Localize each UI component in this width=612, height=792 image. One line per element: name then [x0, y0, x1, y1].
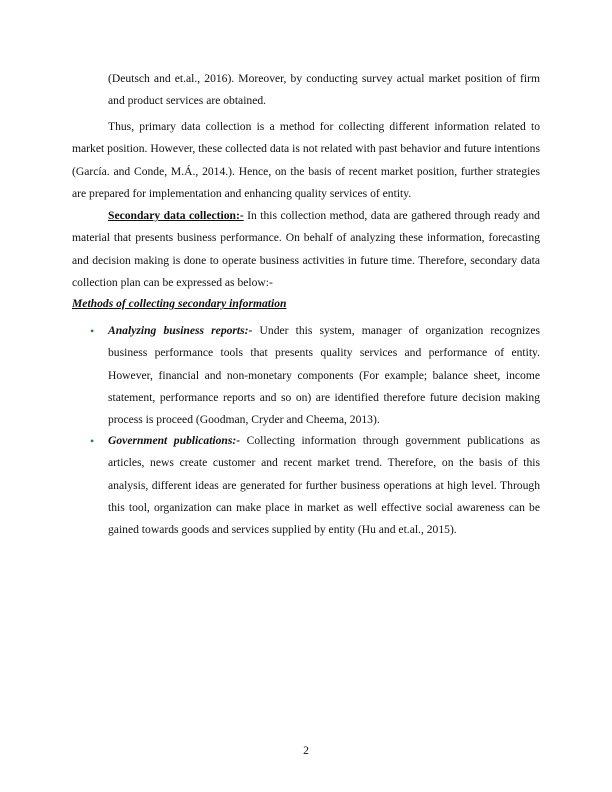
primary-data-paragraph: Thus, primary data collection is a method for collecting different information related to market position. However, these collected data is not related with past behavior and future intentions (García. and Conde, M.Á., 2014.). Hence, on the basis of recent market position, further strategies are prepared for implementation and enhancing quality services of entity. — [72, 120, 540, 200]
bullet-text: Under this system, manager of organization recognizes business performance tools that presents quality services and performance of entity. However, financial and non-monetary components (For example; balance sheet, income statement, performance reports and so on) are identified therefore future decision making process is proceed (Goodman, Cryder and Cheema, 2013). — [108, 324, 540, 427]
bullet-icon: • — [90, 324, 95, 338]
secondary-data-text: In this collection method, data are gathered through ready and material that presents business performance. On behalf of analyzing these information, forecasting and decision making is done to operate business activities in future time. Therefore, secondary data collection plan can be expressed as below:- — [72, 209, 540, 289]
secondary-data-heading: Secondary data collection:- — [108, 209, 244, 222]
secondary-data-paragraph — [72, 205, 540, 294]
page-number: 2 — [303, 744, 309, 757]
bullet-item-government-publications — [108, 430, 540, 541]
bullet-text: Collecting information through government publications as articles, news create customer and recent market trend. Therefore, on the basis of this analysis, different ideas are generated for further business operations at high level. Through this tool, organization can make place in market as well effective social awareness can be gained towards goods and services supplied by entity (Hu and et.al., 2015). — [108, 434, 541, 537]
bullet-item-business-reports — [108, 320, 540, 431]
bullet-icon: • — [90, 434, 95, 448]
continuation-paragraph: (Deutsch and et.al., 2016). Moreover, by conducting survey actual market position of firm and product services are obtained. — [108, 72, 540, 108]
methods-section-heading: Methods of collecting secondary information — [72, 297, 287, 310]
bullet-label: Government publications:- — [108, 434, 241, 447]
bullet-label: Analyzing business reports:- — [108, 324, 253, 337]
